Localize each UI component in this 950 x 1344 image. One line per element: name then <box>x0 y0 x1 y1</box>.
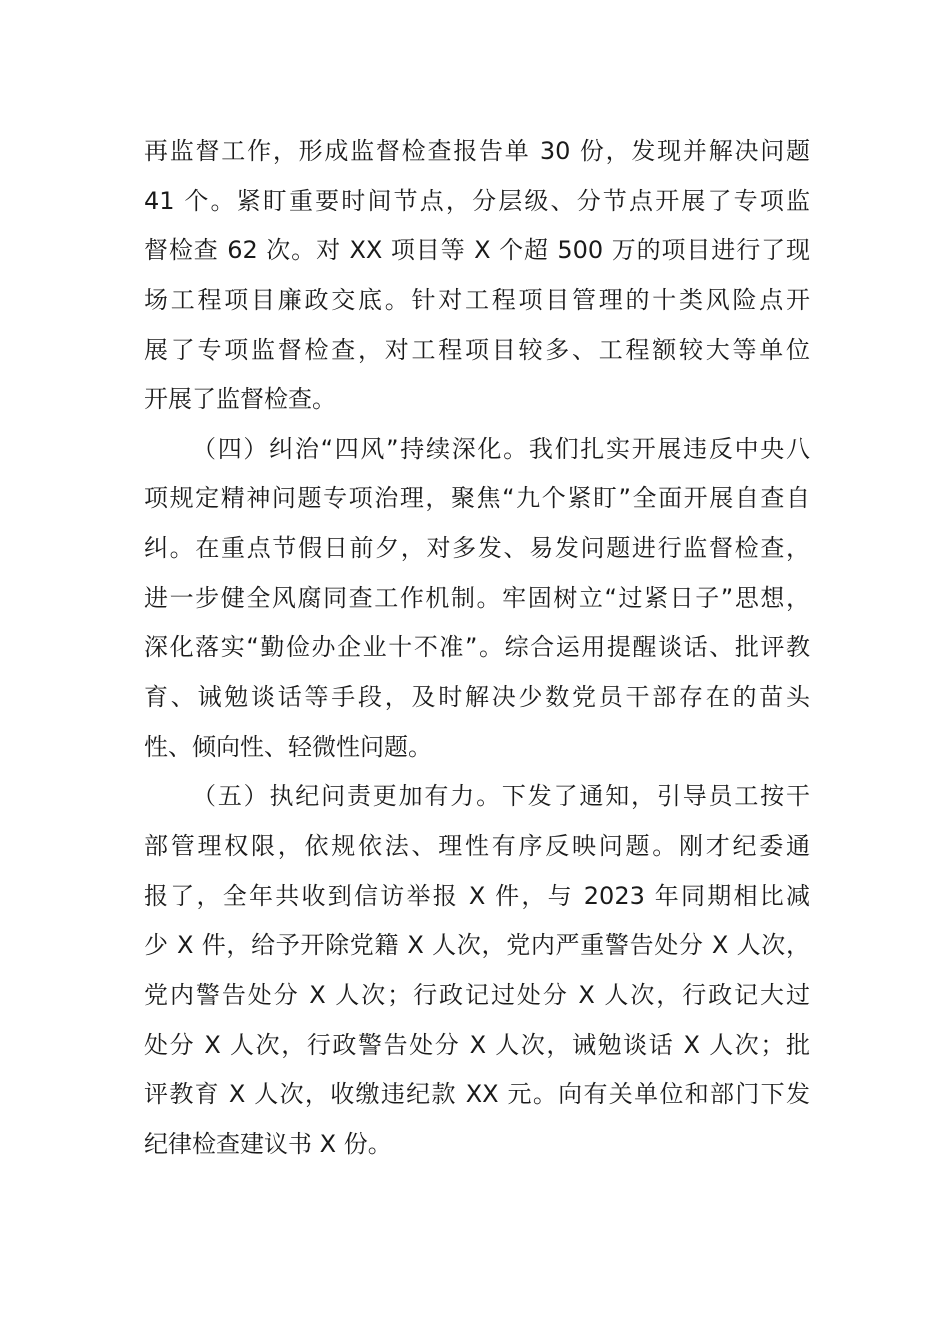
paragraph-four-winds <box>144 425 810 772</box>
text-line: 41 个。紧盯重要时间节点，分层级、分节点开展了专项监 <box>144 186 810 215</box>
text-line: 纠。在重点节假日前夕，对多发、易发问题进行监督检查， <box>144 534 810 563</box>
paragraph-discipline <box>144 772 810 1169</box>
text-line: 深化落实“勤俭办企业十不准”。综合运用提醒谈话、批评教 <box>144 633 810 662</box>
text-line: 少 X 件，给予开除党籍 X 人次，党内严重警告处分 X 人次， <box>144 931 810 960</box>
text-line: 部管理权限，依规依法、理性有序反映问题。刚才纪委通 <box>144 831 810 860</box>
text-line: 处分 X 人次，行政警告处分 X 人次，诫勉谈话 X 人次；批 <box>144 1030 810 1059</box>
text-line: 展了专项监督检查，对工程项目较多、工程额较大等单位 <box>144 335 810 364</box>
text-line: 场工程项目廉政交底。针对工程项目管理的十类风险点开 <box>144 285 810 314</box>
document-body <box>144 127 810 1169</box>
text-line: 性、倾向性、轻微性问题。 <box>144 732 432 761</box>
text-line: 党内警告处分 X 人次；行政记过处分 X 人次，行政记大过 <box>144 980 810 1009</box>
text-line: 进一步健全风腐同查工作机制。牢固树立“过紧日子”思想， <box>144 583 810 612</box>
text-line: 评教育 X 人次，收缴违纪款 XX 元。向有关单位和部门下发 <box>144 1080 810 1109</box>
text-line: 纪律检查建议书 X 份。 <box>144 1129 392 1158</box>
paragraph-supervision <box>144 127 810 425</box>
text-line: 开展了监督检查。 <box>144 385 336 414</box>
text-line: 育、诫勉谈话等手段，及时解决少数党员干部存在的苗头 <box>144 683 810 712</box>
text-line: 项规定精神问题专项治理，聚焦“九个紧盯”全面开展自查自 <box>144 484 810 513</box>
text-line: （五）执纪问责更加有力。下发了通知，引导员工按干 <box>192 782 810 811</box>
text-line: 报了，全年共收到信访举报 X 件，与 2023 年同期相比减 <box>144 881 810 910</box>
text-line: 再监督工作，形成监督检查报告单 30 份，发现并解决问题 <box>144 137 810 165</box>
text-line: （四）纠治“四风”持续深化。我们扎实开展违反中央八 <box>192 434 810 463</box>
text-line: 督检查 62 次。对 XX 项目等 X 个超 500 万的项目进行了现 <box>144 236 810 265</box>
